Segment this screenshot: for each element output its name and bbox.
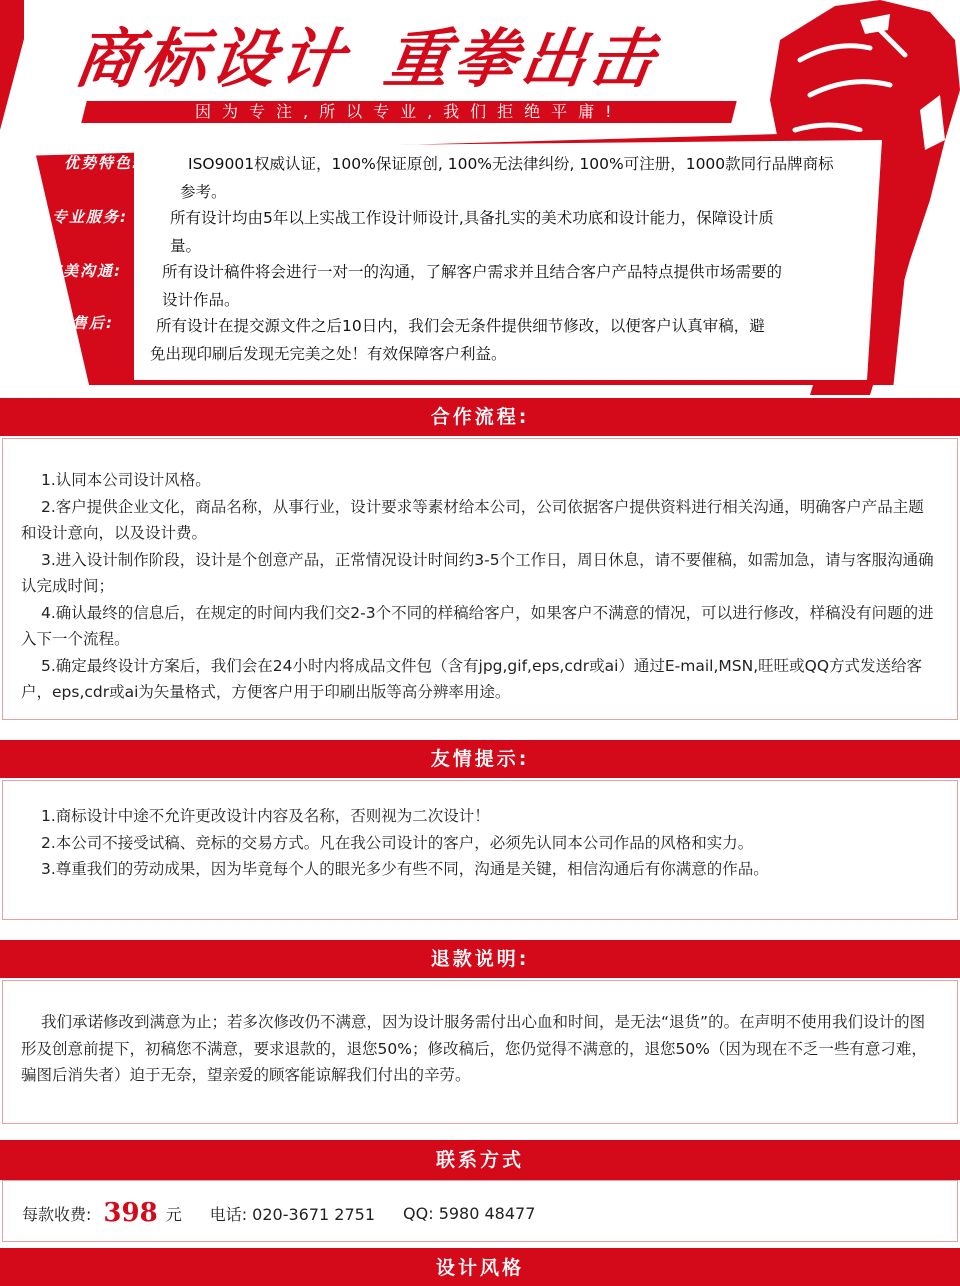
cooperation-step-1: 1.认同本公司设计风格。 (41, 471, 211, 489)
price-unit: 元 (165, 1204, 182, 1224)
feature-text-communication: 所有设计稿件将会进行一对一的沟通，了解客户需求并且结合客户产品特点提供市场需要的设计作品。 (162, 263, 783, 309)
section-header-cooperation: 合作流程: (0, 398, 960, 436)
refund-content (2, 980, 958, 1124)
cooperation-step-4: 4.确认最终的信息后，在规定的时间内我们交2-3个不同的样稿给客户，如果客户不满意的情况，可以进行修改，样稿没有问题的进入下一个流程。 (21, 603, 934, 648)
section-header-contact: 联系方式 (0, 1140, 960, 1180)
section-header-style: 设计风格 (0, 1248, 960, 1286)
slogan-text: 因为专注,所以专业,我们拒绝平庸! (195, 102, 623, 121)
feature-tag-advantage: 优势特色: (64, 154, 140, 172)
hero-banner (0, 0, 960, 395)
cooperation-step-3: 3.进入设计制作阶段，设计是个创意产品，正常情况设计时间约3-5个工作日，周日休息，请不要催稿，如需加急，请与客服沟通确认完成时间； (21, 550, 934, 595)
hero-title-part1: 商标设计 (69, 23, 353, 97)
decorative-stroke (0, 0, 24, 130)
price-value: 398 (103, 1198, 158, 1228)
price-label: 每款收费: (22, 1204, 92, 1224)
slogan-ribbon (81, 101, 736, 123)
feature-text-advantage: ISO9001权威认证，100%保证原创, 100%无法律纠纷, 100%可注册，1000款同行品牌商标参考。 (180, 155, 834, 201)
feature-tag-communication: 完美沟通: (46, 262, 122, 280)
cooperation-content (2, 438, 958, 720)
qq-number[interactable]: QQ: 5980 48477 (403, 1203, 536, 1223)
section-header-refund: 退款说明: (0, 940, 960, 978)
section-header-tips: 友情提示: (0, 740, 960, 778)
hero-title-part2: 重拳出击 (379, 23, 663, 97)
refund-text: 我们承诺修改到满意为止；若多次修改仍不满意，因为设计服务需付出心血和时间，是无法“退货”的。在声明不使用我们设计的图形及创意前提下，初稿您不满意，要求退款的，退您50%；修改稿后，您仍觉得不满意的，退您50%（因为现在不乏一些有意刁难，骗图后消失者）迫于无奈，望亲爱的顾客能谅解我们付出的辛劳。 (21, 1013, 927, 1084)
cooperation-step-2: 2.客户提供企业文化，商品名称，从事行业，设计要求等素材给本公司，公司依据客户提供资料进行相关沟通，明确客户产品主题和设计意向，以及设计费。 (21, 497, 924, 542)
phone-number[interactable]: 电话: 020-3671 2751 (209, 1204, 376, 1224)
hero-title (70, 8, 665, 100)
cooperation-step-5: 5.确定最终设计方案后，我们会在24小时内将成品文件包（含有jpg,gif,eps,cdr或ai）通过E-mail,MSN,旺旺或QQ方式发送给客户，eps,cdr或ai为矢量格式，方便客户用于印刷出版等高分辨率用途。 (21, 656, 923, 701)
tip-3: 3.尊重我们的劳动成果，因为毕竟每个人的眼光多少有些不同，沟通是关键，相信沟通后有你满意的作品。 (41, 860, 769, 878)
tip-2: 2.本公司不接受试稿、竞标的交易方式。凡在我公司设计的客户，必须先认同本公司作品的风格和实力。 (41, 833, 754, 852)
tips-content (2, 780, 958, 920)
feature-text-aftersales: 所有设计在提交源文件之后10日内，我们会无条件提供细节修改，以便客户认真审稿，避免出现印刷后发现无完美之处！有效保障客户利益。 (150, 317, 765, 363)
feature-tag-service: 专业服务: (52, 208, 128, 226)
contact-row (22, 1193, 535, 1233)
feature-tag-aftersales: 无忧售后: (38, 314, 114, 332)
tip-1: 1.商标设计中途不允许更改设计内容及名称，否则视为二次设计！ (41, 807, 490, 825)
feature-text-service: 所有设计均由5年以上实战工作设计师设计,具备扎实的美术功底和设计能力，保障设计质量。 (170, 209, 774, 255)
